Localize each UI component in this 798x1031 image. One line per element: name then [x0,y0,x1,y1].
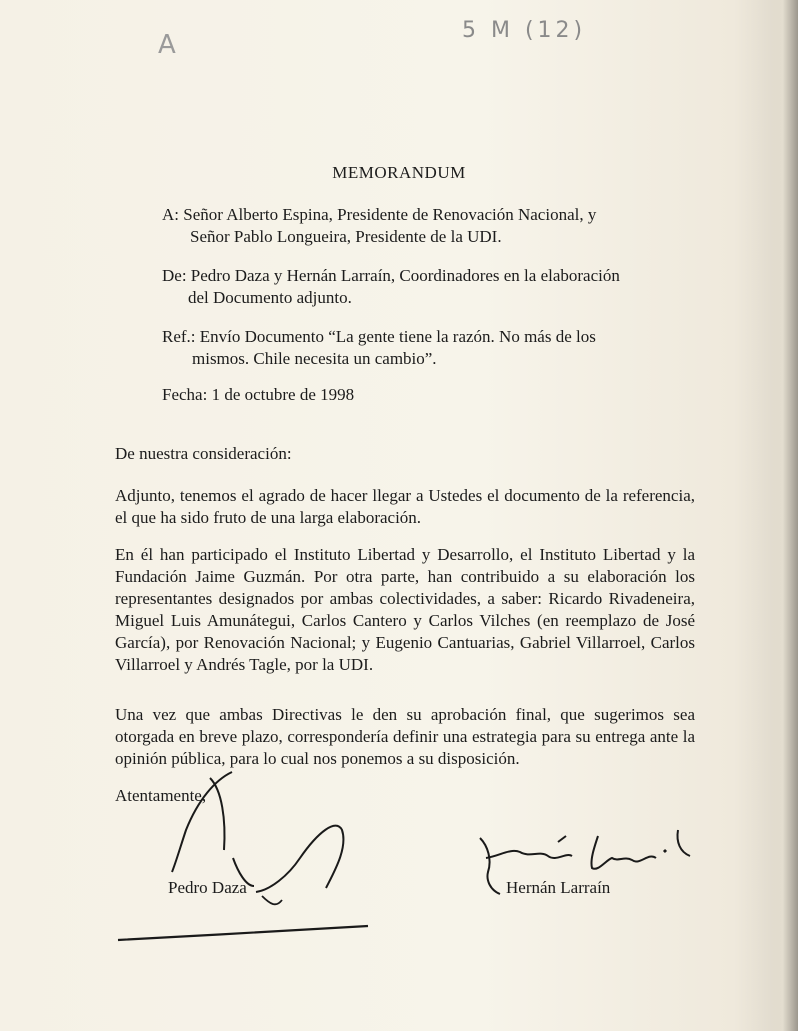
memo-to-line2: Señor Pablo Longueira, Presidente de la UDI. [190,227,502,246]
signature-left-underline [118,926,368,940]
memo-from-line2: del Documento adjunto. [188,288,352,307]
handwritten-mark-top-left: A [158,30,176,60]
memo-title: MEMORANDUM [332,163,466,182]
paragraph-3: Una vez que ambas Directivas le den su aprobación final, que sugerimos sea otorgada en breve plazo, correspondería definir una estrategia para su entrega ante la opinión pública, para lo cual nos ponemos a su disposición. [115,705,695,768]
signature-right-stroke-1 [480,838,500,894]
handwritten-note-top-right: 5 M (12) [462,18,587,43]
memo-ref-line2: mismos. Chile necesita un cambio”. [192,349,437,368]
memo-from [162,265,702,309]
signature-left-stroke-4 [256,826,343,892]
memo-ref-line1: Ref.: Envío Documento “La gente tiene la razón. No más de los [162,327,596,346]
salutation: De nuestra consideración: [115,444,292,463]
memo-to [162,204,702,248]
signature-right-dot [664,850,666,852]
paragraph-2: En él han participado el Instituto Libertad y Desarrollo, el Instituto Libertad y la Fundación Jaime Guzmán. Por otra parte, han contribuido a su elaboración los representantes designados por ambas colectividades, a saber: Ricardo Rivadeneira, Miguel Luis Amunátegui, Carlos Cantero y Carlos Vilches (en reemplazo de José García), por Renovación Nacional; y Eugenio Cantuarias, Gabriel Villarroel, Carlos Villarroel y Andrés Tagle, por la UDI. [115,545,695,674]
signature-right-accent [558,836,566,842]
signature-right-stroke-2 [486,851,572,858]
memo-to-line1: A: Señor Alberto Espina, Presidente de Renovación Nacional, y [162,205,597,224]
page-edge-shadow [764,0,798,1031]
signatory-name-right: Hernán Larraín [506,878,611,897]
signature-right-stroke-3 [591,836,656,869]
memo-ref [162,326,702,370]
signature-left-stroke-5 [262,896,282,904]
paragraph-1: Adjunto, tenemos el agrado de hacer llegar a Ustedes el documento de la referencia, el que ha sido fruto de una larga elaboración. [115,486,695,527]
memo-date: Fecha: 1 de octubre de 1998 [162,385,355,404]
memo-from-line1: De: Pedro Daza y Hernán Larraín, Coordinadores en la elaboración [162,266,620,285]
signature-right-stroke-4 [678,830,691,856]
closing: Atentamente, [115,786,207,805]
signatory-name-left: Pedro Daza [168,878,247,897]
